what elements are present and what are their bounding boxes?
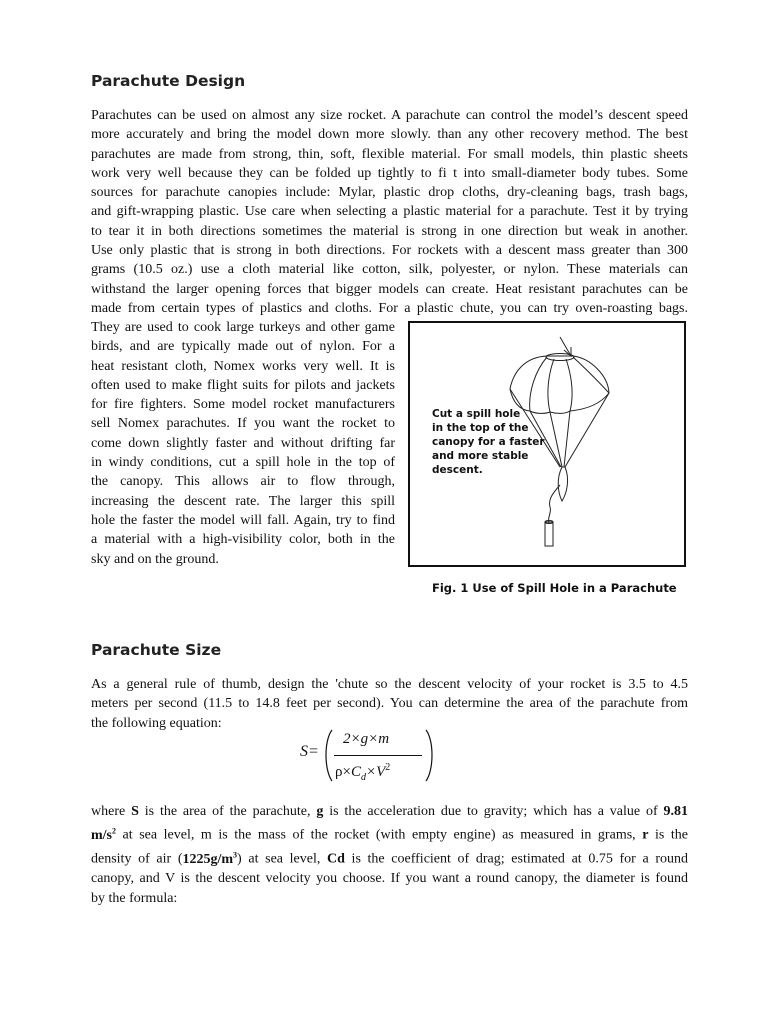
area-equation	[298, 725, 438, 785]
denominator-rho: ρ×	[335, 764, 351, 780]
canopy-outline	[510, 356, 609, 413]
denominator-v: ×V	[365, 764, 386, 780]
text-line: often used to make flight suits for pilots and jackets	[91, 377, 395, 393]
paragraph-size-explanation	[91, 802, 688, 908]
equation-lhs: S=	[300, 743, 319, 760]
text-line: come down slightly faster and without drifting far	[91, 435, 395, 451]
body-tube	[545, 522, 553, 546]
text-run: is the	[648, 827, 688, 843]
annotation-line: in the top of the	[432, 422, 529, 434]
text-line: meters per second (11.5 to 14.8 feet per second). You can determine the area of the parachute from	[91, 696, 688, 712]
text-line: birds, and are typically made out of nylon. For a	[91, 339, 395, 355]
paragraph-design-narrow	[91, 318, 395, 569]
text-line	[91, 802, 688, 821]
text-line: Use only plastic that is strong in both directions. For rockets with a descent mass greater than 300	[91, 243, 688, 259]
figure-caption: Fig. 1 Use of Spill Hole in a Parachute	[432, 581, 677, 595]
text-line: more accurately and bring the model down more slowly. than any other recovery method. The best	[91, 127, 688, 143]
figure-annotation	[432, 407, 545, 477]
text-line: for fire fighters. Some model rocket manufacturers	[91, 397, 395, 413]
annotation-line: canopy for a faster	[432, 436, 545, 448]
gore-line	[548, 359, 554, 412]
text-line: a material with a high-visibility color, both in the	[91, 532, 395, 548]
text-line: and gift-wrapping plastic. Use care when selecting a plastic material for a parachute. Test it by trying	[91, 204, 688, 220]
gore-line	[566, 359, 572, 411]
text-line: sources for parachute canopies include: Mylar, plastic drop cloths, dry-cleaning bags, trash bags,	[91, 185, 688, 201]
text-run: is the area of the parachute,	[138, 804, 317, 819]
denominator-exp: 2	[385, 762, 391, 773]
numerator-text: 2×g×m	[343, 731, 390, 747]
text-line: to tear it in both directions sometimes the material is strong in one direction but weak in another.	[91, 223, 688, 239]
text-line: increasing the descent rate. The larger this spill	[91, 493, 395, 509]
unit-text: m/s	[91, 827, 112, 843]
text-line: the canopy. This allows air to flow through,	[91, 474, 395, 490]
density-exp: 3	[233, 850, 238, 860]
annotation-line: and more stable	[432, 450, 529, 462]
text-line: made from certain types of plastics and cloths. For a plastic chute, you can try oven-roasting bags.	[91, 300, 688, 316]
text-line: heat resistant cloth, Nomex works very well. It is	[91, 358, 395, 374]
symbol-g: g	[316, 804, 324, 819]
text-line: They are used to cook large turkeys and other game	[91, 320, 395, 335]
text-run: where	[91, 804, 132, 819]
air-density-value	[182, 852, 237, 867]
text-line	[91, 845, 688, 869]
gore-line	[573, 357, 609, 393]
text-run: density of air (	[91, 851, 183, 867]
text-line	[91, 821, 688, 845]
section-title-parachute-size: Parachute Size	[91, 641, 222, 659]
symbol-cd: Cd	[327, 851, 345, 867]
text-line: Parachutes can be used on almost any size rocket. A parachute can control the model’s descent speed	[91, 108, 688, 123]
gore-line	[530, 357, 547, 411]
density-text: 1225g/m	[182, 851, 234, 867]
text-run: at sea level, m is the mass of the rocket (with empty engine) as measured in grams,	[116, 827, 643, 843]
text-line: work very well because they can be folded up tightly to fi t into small-diameter body tubes. Some	[91, 165, 688, 181]
text-line: sky and on the ground.	[91, 551, 219, 567]
annotation-line: Cut a spill hole	[432, 408, 521, 420]
symbol-r: r	[642, 827, 649, 843]
equation-numerator	[343, 731, 389, 748]
paragraph-design-full	[91, 106, 688, 318]
shroud-line	[564, 411, 570, 467]
spill-hole	[546, 354, 574, 361]
text-line: parachutes are made from strong, thin, soft, flexible material. For small models, thin plastic sheets	[91, 146, 688, 162]
text-line: canopy, and V is the descent velocity you choose. If you want a round canopy, the diameter is found	[91, 871, 688, 887]
section-title-parachute-design: Parachute Design	[91, 72, 246, 90]
text-line: by the formula:	[91, 890, 178, 906]
gravity-unit	[91, 828, 116, 843]
text-line: hole the faster the model will fall. Again, try to find	[91, 512, 395, 528]
gravity-value: 9.81	[663, 804, 689, 819]
text-line: sell Nomex parachutes. If you want the rocket to	[91, 416, 395, 432]
fraction-bar	[334, 755, 422, 756]
annotation-line: descent.	[432, 464, 483, 476]
unit-exp: 2	[112, 826, 116, 836]
nose-cone	[558, 467, 567, 501]
parachute-figure	[408, 321, 686, 567]
denominator-d: d	[360, 772, 366, 783]
text-run: is the coefficient of drag; estimated at 0.75 for a round	[344, 851, 688, 867]
denominator-c: C	[350, 764, 361, 780]
text-line: the following equation:	[91, 715, 222, 731]
symbol-s: S	[131, 804, 139, 819]
text-run: is the acceleration due to gravity; which has a value of	[323, 804, 664, 819]
text-run: ) at sea level,	[237, 851, 327, 867]
text-line: withstand the larger opening forces that bigger models can create. Heat resistant parachutes can be	[91, 281, 688, 297]
equation-denominator	[335, 762, 390, 783]
text-line: grams (10.5 oz.) use a cloth material like cotton, silk, polyester, or nylon. These materials can	[91, 262, 688, 278]
text-line: in windy conditions, cut a spill hole in the top of	[91, 455, 395, 471]
text-line: As a general rule of thumb, design the 'chute so the descent velocity of your rocket is 3.5 to 4.5	[91, 677, 688, 692]
